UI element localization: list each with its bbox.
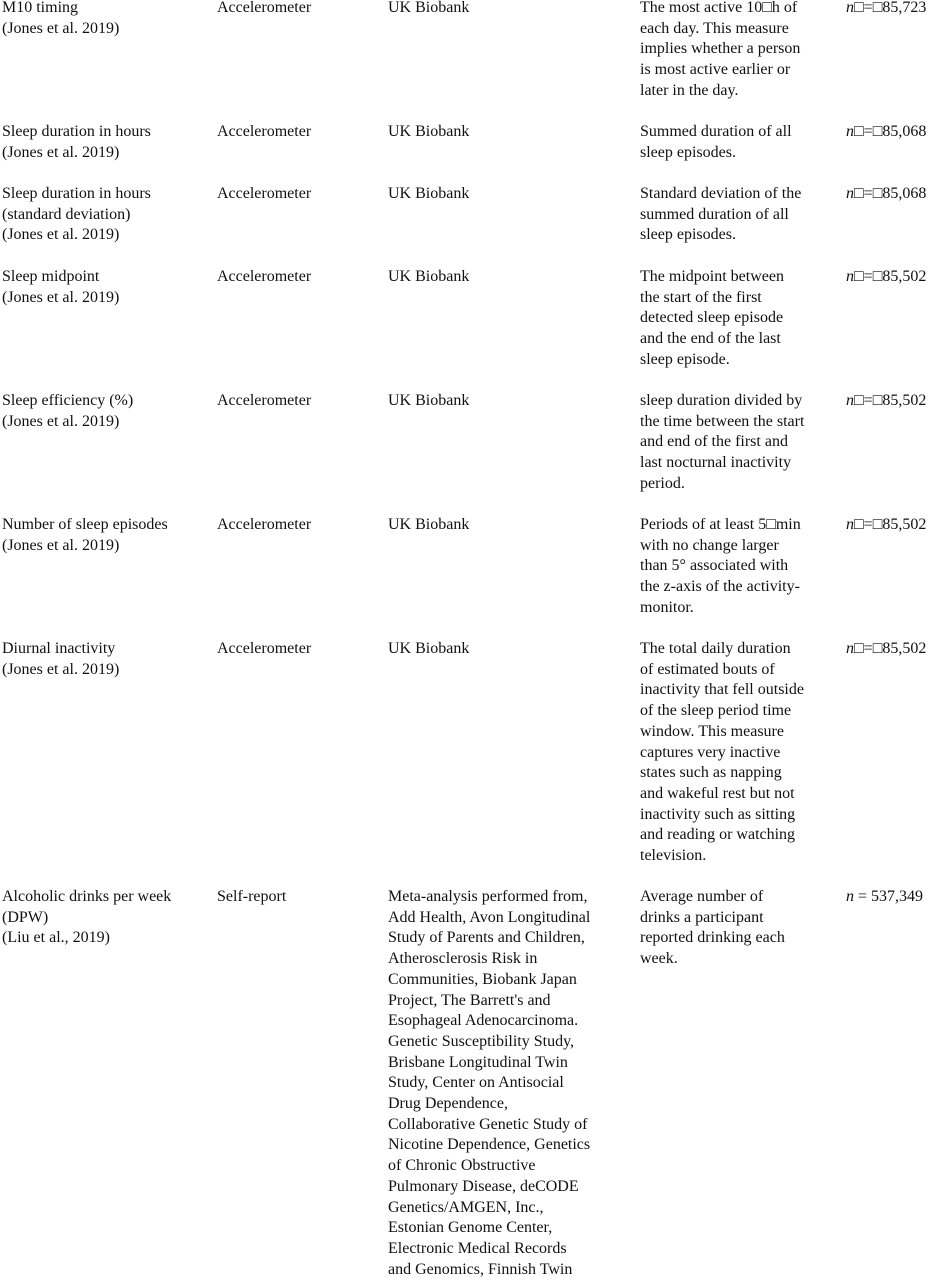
source-cell: UK Biobank: [388, 268, 470, 285]
source-cell: UK Biobank: [388, 516, 470, 533]
table-row: [0, 122, 945, 184]
table-row: [0, 0, 945, 122]
trait-cell: Number of sleep episodes (Jones et al. 2019): [2, 516, 168, 554]
trait-cell: Alcoholic drinks per week (DPW) (Liu et al., 2019): [2, 888, 172, 947]
n-value: □=□85,068: [854, 123, 927, 140]
n-symbol: n: [846, 392, 854, 409]
n-symbol: n: [846, 123, 854, 140]
description-cell: Standard deviation of the summed duration of all sleep episodes.: [640, 185, 802, 244]
description-cell: Summed duration of all sleep episodes.: [640, 123, 792, 161]
n-symbol: n: [846, 640, 854, 657]
n-value: = 537,349: [854, 888, 924, 905]
source-cell: UK Biobank: [388, 185, 470, 202]
n-symbol: n: [846, 0, 854, 16]
sample-size-cell: [846, 515, 945, 536]
source-cell: UK Biobank: [388, 123, 470, 140]
trait-cell: M10 timing (Jones et al. 2019): [2, 0, 120, 37]
trait-cell: Diurnal inactivity (Jones et al. 2019): [2, 640, 120, 678]
description-cell: The midpoint between the start of the first detected sleep episode and the end of the last sleep episode.: [640, 268, 784, 368]
n-symbol: n: [846, 268, 854, 285]
sample-size-cell: [846, 267, 945, 288]
n-value: □=□85,723: [854, 0, 927, 16]
n-symbol: n: [846, 888, 854, 905]
trait-cell: Sleep duration in hours (Jones et al. 2019): [2, 123, 151, 161]
table-row: [0, 184, 945, 267]
method-cell: Accelerometer: [217, 185, 312, 202]
method-cell: Accelerometer: [217, 640, 312, 657]
trait-cell: Sleep efficiency (%) (Jones et al. 2019): [2, 392, 134, 430]
description-cell: The total daily duration of estimated bouts of inactivity that fell outside of the sleep period time window. This measure captures very inactive states such as napping and wakeful rest but not inactivity such as sitting and reading or watching television.: [640, 640, 804, 865]
method-cell: Accelerometer: [217, 268, 312, 285]
n-symbol: n: [846, 185, 854, 202]
table-row: [0, 391, 945, 515]
description-cell: Average number of drinks a participant reported drinking each week.: [640, 888, 785, 968]
n-value: □=□85,502: [854, 516, 927, 533]
sample-size-cell: [846, 887, 945, 908]
method-cell: Accelerometer: [217, 0, 312, 16]
sample-size-cell: [846, 639, 945, 660]
n-value: □=□85,502: [854, 392, 927, 409]
table-row: [0, 887, 945, 1287]
description-cell: sleep duration divided by the time between the start and end of the first and last nocturnal inactivity period.: [640, 392, 805, 492]
source-cell: UK Biobank: [388, 640, 470, 657]
trait-cell: Sleep duration in hours (standard deviation) (Jones et al. 2019): [2, 185, 151, 244]
table-row: [0, 267, 945, 391]
source-cell: UK Biobank: [388, 0, 470, 16]
description-cell: Periods of at least 5□min with no change larger than 5° associated with the z-axis of the activity- monitor.: [640, 516, 801, 616]
sample-size-cell: [846, 184, 945, 205]
method-cell: Accelerometer: [217, 392, 312, 409]
sample-size-cell: [846, 122, 945, 143]
n-value: □=□85,068: [854, 185, 927, 202]
sample-size-cell: [846, 0, 945, 19]
table-row: [0, 639, 945, 887]
n-value: □=□85,502: [854, 640, 927, 657]
source-cell: UK Biobank: [388, 392, 470, 409]
method-cell: Self-report: [217, 888, 287, 905]
description-cell: The most active 10□h of each day. This measure implies whether a person is most active earlier or later in the day.: [640, 0, 801, 99]
source-cell: Meta-analysis performed from, Add Health, Avon Longitudinal Study of Parents and Children, Atherosclerosis Risk in Communities, Biobank Japan Project, The Barrett's and Esophageal Adenocarcinoma. Genetic Susceptibility Study, Brisbane Longitudinal Twin Study, Center on Antisocial Drug Dependence, Collaborative Genetic Study of Nicotine Dependence, Genetics of Chronic Obstructive Pulmonary Disease, deCODE Genetics/AMGEN, Inc., Estonian Genome Center, Electronic Medical Records and Genomics, Finnish Twin: [388, 888, 591, 1278]
sample-size-cell: [846, 391, 945, 412]
method-cell: Accelerometer: [217, 123, 312, 140]
n-symbol: n: [846, 516, 854, 533]
n-value: □=□85,502: [854, 268, 927, 285]
table-row: [0, 515, 945, 639]
trait-cell: Sleep midpoint (Jones et al. 2019): [2, 268, 120, 306]
method-cell: Accelerometer: [217, 516, 312, 533]
